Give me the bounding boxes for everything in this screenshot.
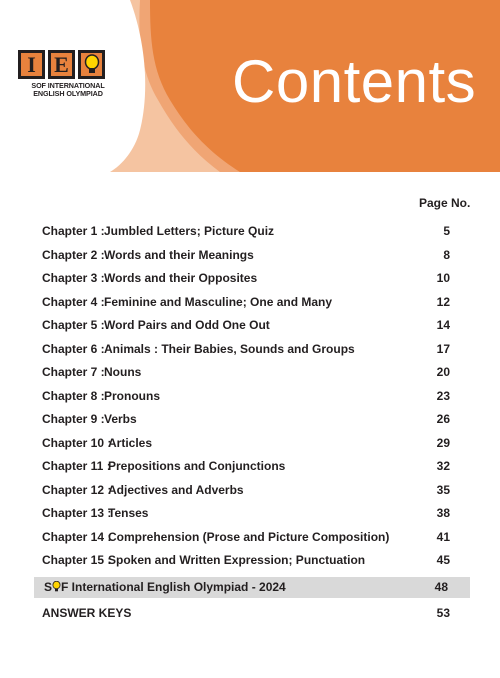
lightbulb-icon (52, 581, 61, 592)
chapter-title: Words and their Meanings (104, 247, 254, 262)
chapter-title: Spoken and Written Expression; Punctuation (108, 553, 366, 567)
chapter-page: 12 (436, 294, 450, 309)
chapter-number: Chapter 5 : (42, 318, 105, 332)
chapter-page: 41 (436, 529, 450, 544)
toc-row[interactable] (42, 432, 454, 456)
chapter-number: Chapter 9 : (42, 412, 105, 426)
chapter-number: Chapter 8 : (42, 388, 105, 403)
toc-row[interactable] (42, 267, 454, 291)
toc-row[interactable] (42, 479, 454, 503)
chapter-title: Adjectives and Adverbs (108, 482, 244, 497)
chapter-page: 14 (436, 318, 450, 332)
answer-keys-label: ANSWER KEYS (42, 606, 132, 620)
page-title: Contents (232, 48, 477, 115)
chapter-page: 26 (436, 412, 450, 426)
chapter-title: Animals : Their Babies, Sounds and Groups (104, 341, 355, 356)
chapter-title: Jumbled Letters; Picture Quiz (104, 224, 275, 238)
chapter-page: 10 (436, 271, 450, 285)
toc-row[interactable] (42, 314, 454, 338)
chapter-number: Chapter 12 : (42, 482, 112, 497)
toc-row[interactable] (42, 338, 454, 362)
chapter-title: Feminine and Masculine; One and Many (104, 294, 333, 309)
chapter-title: Nouns (104, 365, 142, 379)
chapter-title: Articles (108, 435, 153, 450)
toc-row[interactable] (42, 220, 454, 244)
chapter-number: Chapter 2 : (42, 247, 105, 262)
chapter-number: Chapter 10 : (42, 435, 112, 450)
chapter-page: 5 (443, 224, 450, 238)
chapter-title: Pronouns (104, 388, 160, 403)
chapter-page: 38 (436, 506, 450, 520)
header-banner (0, 0, 500, 172)
chapter-page: 45 (436, 553, 450, 567)
olympiad-title: S F International English Olympiad - 2024 (44, 580, 286, 594)
chapter-page: 17 (436, 341, 450, 356)
chapter-number: Chapter 15 : (42, 553, 112, 567)
chapter-page: 23 (436, 388, 450, 403)
ieo-logo (18, 50, 130, 98)
chapter-page: 35 (436, 482, 450, 497)
logo-letter-i: I (18, 50, 45, 79)
chapter-number: Chapter 14 : (42, 529, 112, 544)
answer-keys-page: 53 (436, 606, 450, 620)
chapter-title: Tenses (108, 506, 149, 520)
chapter-number: Chapter 3 : (42, 271, 105, 285)
logo-bulb-o (78, 50, 105, 79)
chapter-number: Chapter 13 : (42, 506, 112, 520)
chapter-number: Chapter 1 : (42, 224, 105, 238)
chapter-page: 20 (436, 365, 450, 379)
toc-row[interactable] (42, 361, 454, 385)
chapter-title: Verbs (104, 412, 137, 426)
toc-row[interactable] (42, 408, 454, 432)
table-of-contents (42, 220, 454, 573)
page-no-label: Page No. (419, 196, 471, 210)
chapter-title: Prepositions and Conjunctions (108, 459, 286, 473)
chapter-title: Words and their Opposites (104, 271, 258, 285)
toc-row[interactable] (42, 526, 454, 550)
chapter-page: 32 (436, 459, 450, 473)
chapter-number: Chapter 4 : (42, 294, 105, 309)
chapter-title: Word Pairs and Odd One Out (104, 318, 270, 332)
logo-caption: SOF INTERNATIONAL ENGLISH OLYMPIAD (31, 81, 105, 98)
toc-row[interactable] (42, 385, 454, 409)
chapter-number: Chapter 6 : (42, 341, 105, 356)
toc-row[interactable] (42, 244, 454, 268)
olympiad-page: 48 (434, 580, 448, 594)
toc-row[interactable] (42, 455, 454, 479)
answer-keys-entry[interactable] (42, 603, 454, 623)
toc-row[interactable] (42, 502, 454, 526)
lightbulb-icon (83, 54, 101, 76)
chapter-page: 8 (443, 247, 450, 262)
logo-letter-e: E (48, 50, 75, 79)
toc-row[interactable] (42, 549, 454, 573)
chapter-title: Comprehension (Prose and Picture Composition) (108, 529, 390, 544)
chapter-page: 29 (436, 435, 450, 450)
toc-row[interactable] (42, 291, 454, 315)
chapter-number: Chapter 7 : (42, 365, 105, 379)
olympiad-entry[interactable] (34, 577, 470, 598)
chapter-number: Chapter 11 : (42, 459, 111, 473)
